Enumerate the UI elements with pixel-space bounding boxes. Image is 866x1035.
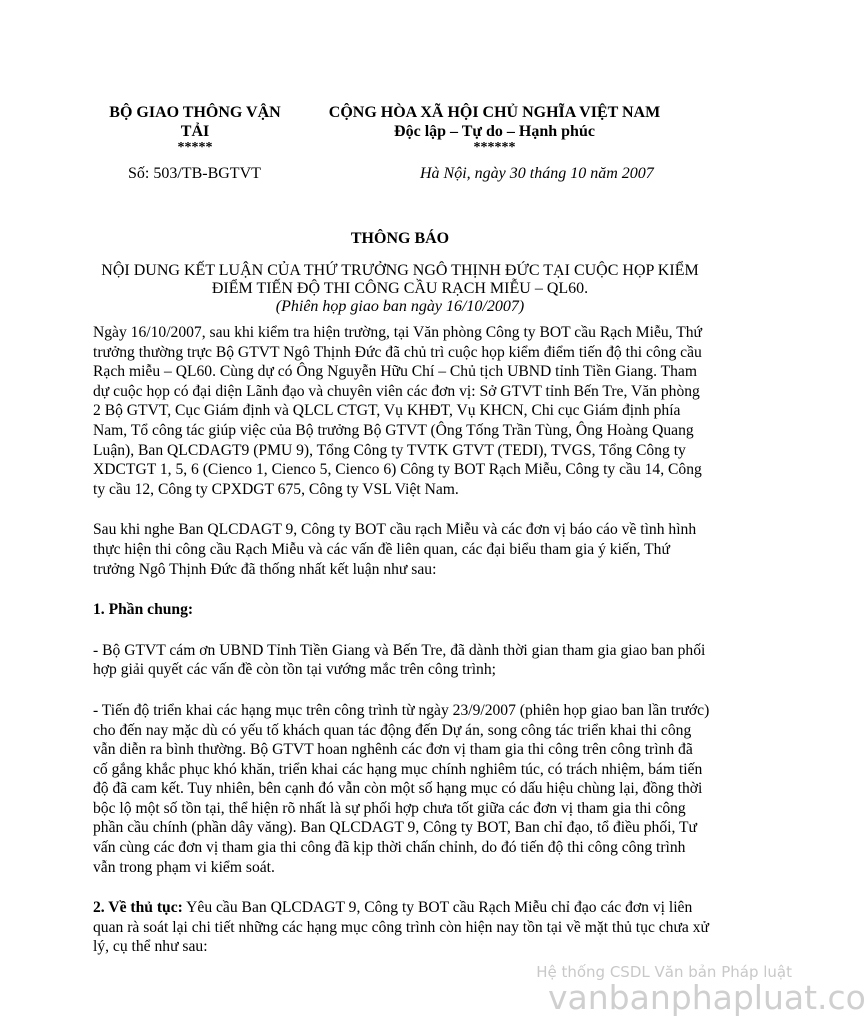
agency-name-line1: BỘ GIAO THÔNG VẬN bbox=[109, 104, 281, 121]
procedures-text: Yêu cầu Ban QLCDAGT 9, Công ty BOT cầu Rạch Miễu chỉ đạo các đơn vị liên quan rà soát lại chi tiết những các hạng mục công trình còn hiện nay tồn tại về mặt thủ tục chưa xử lý, cụ thể như sau: bbox=[93, 899, 709, 956]
paragraph-procedures bbox=[93, 898, 711, 957]
issuing-agency bbox=[95, 103, 295, 155]
document-title: THÔNG BÁO bbox=[350, 230, 450, 247]
national-motto: Độc lập – Tự do – Hạnh phúc bbox=[394, 123, 595, 140]
document-body bbox=[93, 323, 711, 978]
national-header bbox=[312, 103, 677, 155]
meeting-note: (Phiên họp giao ban ngày 16/10/2007) bbox=[275, 298, 525, 315]
place-and-date: Hà Nội, ngày 30 tháng 10 năm 2007 bbox=[420, 165, 654, 182]
subtitle-text: NỘI DUNG KẾT LUẬN CỦA THỨ TRƯỞNG NGÔ THỊNH ĐỨC TẠI CUỘC HỌP KIỂM ĐIỂM TIẾN ĐỘ THI CÔNG CẦU RẠCH MIỄU – QL60. bbox=[101, 262, 699, 297]
section-heading-procedures: 2. Về thủ tục: bbox=[93, 899, 183, 917]
watermark-caption: Hệ thống CSDL Văn bản Pháp luật bbox=[536, 963, 792, 981]
paragraph-intro: Ngày 16/10/2007, sau khi kiểm tra hiện trường, tại Văn phòng Công ty BOT cầu Rạch Miễu, Thứ trưởng thường trực Bộ GTVT Ngô Thịnh Đức đã chủ trì cuộc họp kiểm điểm tiến độ thi công cầu Rạch miễu – QL60. Cùng dự có Ông Nguyễn Hữu Chí – Chủ tịch UBND tỉnh Tiền Giang. Tham dự cuộc họp có đại diện Lãnh đạo và chuyên viên các đơn vị: Sở GTVT tỉnh Bến Tre, Văn phòng 2 Bộ GTVT, Cục Giám định và QLCL CTGT, Vụ KHĐT, Vụ KHCN, Chi cục Giám định phía Nam, Tổ công tác giúp việc của Bộ trưởng Bộ GTVT (Ông Tống Trần Tùng, Ông Hoàng Quang Luận), Ban QLCDAGT9 (PMU 9), Tổng Công ty TVTK GTVT (TEDI), TVGS, Tổng Công ty XDCTGT 1, 5, 6 (Cienco 1, Cienco 5, Cienco 6) Công ty BOT Rạch Miễu, Công ty cầu 14, Công ty cầu 12, Công ty CPXDGT 675, Công ty VSL Việt Nam. bbox=[93, 324, 702, 498]
paragraph-progress: - Tiến độ triển khai các hạng mục trên công trình từ ngày 23/9/2007 (phiên họp giao ban lần trước) cho đến nay mặc dù có yếu tố khách quan tác động đến Dự án, song công tác triển khai thi công vẫn diễn ra bình thường. Bộ GTVT hoan nghênh các đơn vị tham gia thi công trên công trình đã cố gắng khắc phục khó khăn, triển khai các hạng mục chính nghiêm túc, có trách nhiệm, bám tiến độ đã cam kết. Tuy nhiên, bên cạnh đó vẫn còn một số hạng mục có dấu hiệu chùng lại, đồng thời bộc lộ một số tồn tại, thể hiện rõ nhất là sự phối hợp chưa tốt giữa các đơn vị tham gia thi công phần cầu chính (phần dây văng). Ban QLCDAGT 9, Công ty BOT, Ban chỉ đạo, tổ điều phối, Tư vấn cùng các đơn vị tham gia thi công đã kịp thời chấn chỉnh, do đó tiến độ thi công công trình vẫn trong phạm vi kiểm soát. bbox=[93, 701, 710, 876]
nation-name: CỘNG HÒA XÃ HỘI CHỦ NGHĨA VIỆT NAM bbox=[328, 104, 661, 121]
document-subtitle bbox=[95, 262, 705, 316]
section-heading-general: 1. Phần chung: bbox=[93, 601, 194, 619]
document-number: Số: 503/TB-BGTVT bbox=[128, 165, 261, 182]
paragraph-conclusion-lead: Sau khi nghe Ban QLCDAGT 9, Công ty BOT cầu rạch Miễu và các đơn vị báo cáo về tình hình thực hiện thi công cầu Rạch Miễu và các vấn đề liên quan, các đại biểu tham gia ý kiến, Thứ trưởng Ngô Thịnh Đức đã thống nhất kết luận như sau: bbox=[93, 521, 697, 578]
agency-stars: ***** bbox=[177, 140, 213, 155]
watermark-site: vanbanphapluat.co bbox=[548, 978, 866, 1017]
motto-stars: ****** bbox=[473, 140, 516, 155]
agency-name-line2: TẢI bbox=[180, 123, 210, 140]
paragraph-thanks: - Bộ GTVT cám ơn UBND Tỉnh Tiền Giang và Bến Tre, đã dành thời gian tham gia giao ban phối hợp giải quyết các vấn đề còn tồn tại vướng mắc trên công trình; bbox=[93, 641, 706, 679]
